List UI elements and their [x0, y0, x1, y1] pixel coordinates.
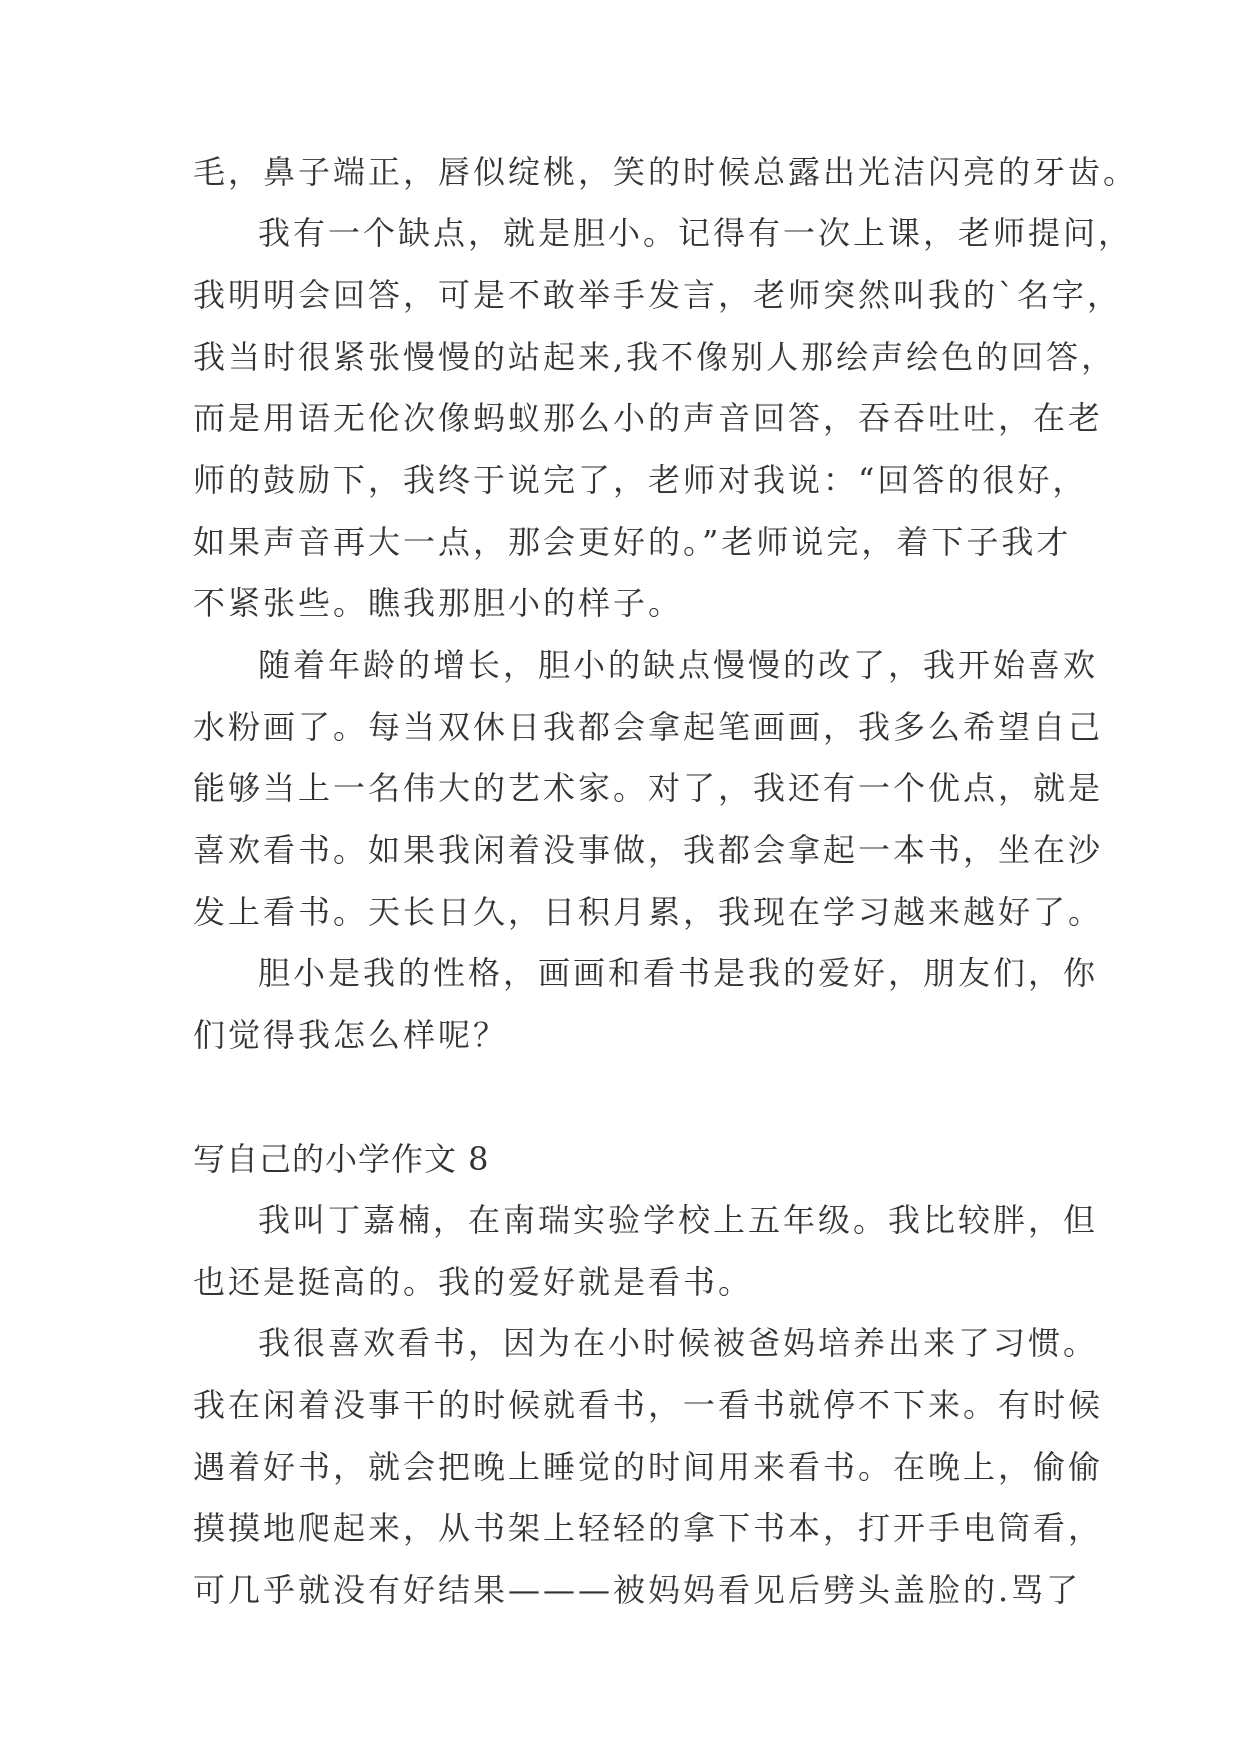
paragraph-line: 也还是挺高的。我的爱好就是看书。 [193, 1263, 754, 1301]
paragraph-line: 胆小是我的性格，画画和看书是我的爱好，朋友们，你 [258, 954, 1099, 992]
paragraph-line: 摸摸地爬起来，从书架上轻轻的拿下书本，打开手电筒看， [193, 1509, 1104, 1547]
paragraph-line: 水粉画了。每当双休日我都会拿起笔画画，我多么希望自己 [193, 708, 1104, 746]
paragraph-line: 我在闲着没事干的时候就看书，一看书就停不下来。有时候 [193, 1386, 1104, 1424]
paragraph-line: 遇着好书，就会把晚上睡觉的时间用来看书。在晚上，偷偷 [193, 1448, 1104, 1486]
paragraph-line: 我当时很紧张慢慢的站起来,我不像别人那绘声绘色的回答， [193, 338, 1117, 376]
paragraph-line: 我有一个缺点，就是胆小。记得有一次上课，老师提问， [258, 214, 1134, 252]
paragraph-line: 我叫丁嘉楠，在南瑞实验学校上五年级。我比较胖，但 [258, 1201, 1099, 1239]
paragraph-line: 如果声音再大一点，那会更好的。”老师说完，着下子我才 [193, 523, 1072, 561]
paragraph-line: 毛，鼻子端正，唇似绽桃，笑的时候总露出光洁闪亮的牙齿。 [193, 153, 1139, 191]
paragraph-line: 喜欢看书。如果我闲着没事做，我都会拿起一本书，坐在沙 [193, 831, 1104, 869]
paragraph-line: 发上看书。天长日久，日积月累，我现在学习越来越好了。 [193, 893, 1104, 931]
paragraph-line: 师的鼓励下，我终于说完了，老师对我说：“回答的很好， [193, 461, 1088, 499]
paragraph-line: 我很喜欢看书，因为在小时候被爸妈培养出来了习惯。 [258, 1324, 1099, 1362]
paragraph-line: 我明明会回答，可是不敢举手发言，老师突然叫我的`名字， [193, 276, 1123, 314]
paragraph-line: 随着年龄的增长，胆小的缺点慢慢的改了，我开始喜欢 [258, 646, 1099, 684]
paragraph-line: 们觉得我怎么样呢？ [193, 1016, 509, 1054]
section-heading: 写自己的小学作文 8 [193, 1140, 490, 1178]
paragraph-line: 能够当上一名伟大的艺术家。对了，我还有一个优点，就是 [193, 769, 1104, 807]
paragraph-line: 而是用语无伦次像蚂蚁那么小的声音回答，吞吞吐吐，在老 [193, 399, 1104, 437]
paragraph-line: 可几乎就没有好结果———被妈妈看见后劈头盖脸的.骂了 [193, 1571, 1082, 1609]
paragraph-line: 不紧张些。瞧我那胆小的样子。 [193, 584, 684, 622]
